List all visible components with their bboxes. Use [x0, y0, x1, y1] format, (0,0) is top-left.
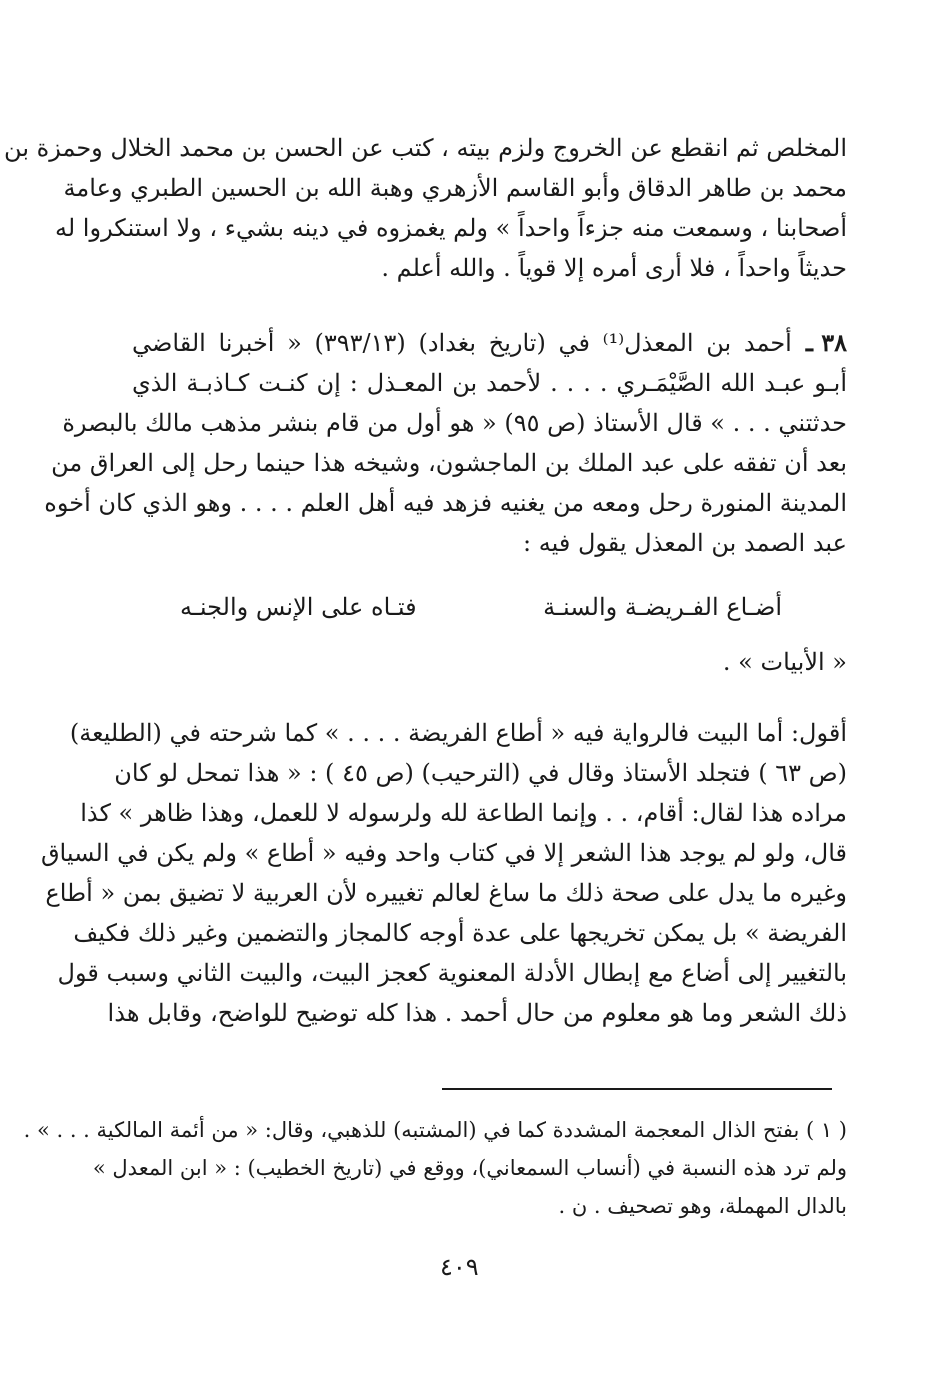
text-line: حديثاً واحداً ، فلا أرى أمره إلا قوياً . والله أعلم .	[381, 254, 847, 282]
footnote-line: ولم ترد هذه النسبة في (أنساب السمعاني)، ووقع في (تاريخ الخطيب) : « ابن المعدل »	[92, 1156, 847, 1180]
entry-first-line	[132, 323, 847, 363]
text-line: محمد بن طاهر الدقاق وأبو القاسم الأزهري وهبة الله بن الحسين الطبري وعامة	[63, 174, 847, 202]
footnote-line: ( ١ ) بفتح الذال المعجمة المشددة كما في (المشتبه) للذهبي، وقال: « من أئمة المالكية . . . » .	[23, 1118, 847, 1142]
text-line: بعد أن تفقه على عبد الملك بن الماجشون، وشيخه هذا حينما رحل إلى العراق من	[51, 449, 847, 477]
text-line: وغيره ما يدل على صحة ذلك ما ساغ لعالم تغييره لأن العربية لا تضيق بمن « أطاع	[45, 879, 847, 907]
verse-second-half: فتـاه على الإنس والجنـه	[180, 593, 417, 621]
text-line: ذلك الشعر وما هو معلوم من حال أحمد . هذا كله توضيح للواضح، وقابل هذا	[107, 999, 847, 1027]
text-line: مراده هذا لقال: أقام، . . وإنما الطاعة لله ولرسوله لا للعمل، وهذا ظاهر » كذا	[80, 799, 847, 827]
text-line: أصحابنا ، وسمعت منه جزءاً واحداً » ولم يغمزوه في دينه بشيء ، ولا استنكروا له	[55, 214, 847, 242]
text-line: أقول: أما البيت فالرواية فيه « أطاع الفريضة . . . . » كما شرحته في (الطليعة)	[69, 719, 847, 747]
text-line: (ص ٦٣ ) فتجلد الأستاذ وقال في (الترحيب) (ص ٤٥ ) : « هذا تمحل لو كان	[114, 759, 847, 787]
verses-end-label: « الأبيات » .	[722, 648, 847, 676]
text-line: أبـو عبـد الله الصَّيْمَـري . . . . لأحمد بن المعـذل : إن كنـت كـاذبـة الذي	[132, 369, 847, 397]
text-line: أحمد بن المعذل⁽¹⁾ في (تاريخ بغداد) (٣٩٣/١٣) « أخبرنا القاضي	[132, 329, 792, 357]
footnote-divider	[442, 1088, 832, 1090]
text-line: بالتغيير إلى أضاع مع إبطال الأدلة المعنوية كعجز البيت، والبيت الثاني وسبب قول	[57, 959, 847, 987]
text-line: عبد الصمد بن المعذل يقول فيه :	[523, 529, 847, 557]
text-line: حدثتني . . . » قال الأستاذ (ص ٩٥) « هو أول من قام بنشر مذهب مالك بالبصرة	[62, 409, 847, 437]
text-line: المخلص ثم انقطع عن الخروج ولزم بيته ، كتب عن الحسن بن محمد الخلال وحمزة بن	[4, 134, 847, 162]
text-line: الفريضة » بل يمكن تخريجها على عدة أوجه كالمجاز والتضمين وغير ذلك فكيف	[73, 919, 847, 947]
page-number: ٤٠٩	[440, 1253, 479, 1281]
text-line: قال، ولو لم يوجد هذا الشعر إلا في كتاب واحد وفيه « أطاع » ولم يكن في السياق	[40, 839, 847, 867]
text-line: المدينة المنورة رحل ومعه من يغنيه فزهد فيه أهل العلم . . . . وهو الذي كان أخوه	[44, 489, 847, 517]
verse-first-half: أضـاع الفـريضـة والسنـة	[543, 593, 782, 621]
footnote-line: بالدال المهملة، وهو تصحيف . ن .	[558, 1194, 847, 1218]
entry-number: ٣٨ ـ	[805, 328, 847, 357]
